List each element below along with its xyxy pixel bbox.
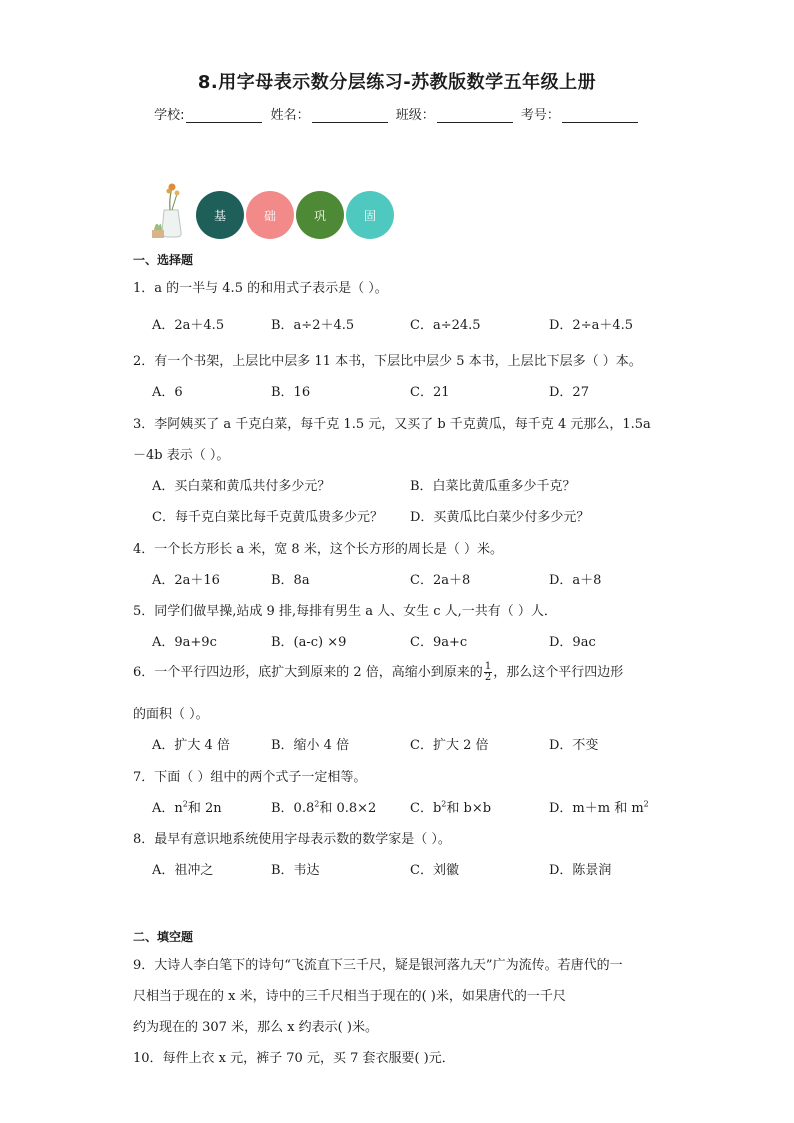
school-label: 学校: bbox=[154, 108, 185, 123]
name-label: 姓名： bbox=[270, 108, 310, 123]
q7-a-base: A．n bbox=[152, 801, 183, 816]
q7-a-sup: 2 bbox=[182, 799, 188, 809]
badge-gong bbox=[296, 191, 344, 239]
question-5: 5．同学们做早操,站成 9 排,每排有男生 a 人、女生 c 人,一共有（ ）人． bbox=[133, 604, 557, 619]
q7-option-c[interactable] bbox=[410, 797, 491, 816]
q4-option-d[interactable]: D．a＋8 bbox=[549, 573, 602, 588]
question-9-line2: 尺相当于现在的 x 米，诗中的三千尺相当于现在的( )米，如果唐代的一千尺 bbox=[133, 989, 566, 1004]
student-info-line bbox=[0, 104, 794, 123]
q2-option-b[interactable]: B．16 bbox=[271, 385, 311, 400]
section-fill-heading: 二、填空题 bbox=[133, 930, 194, 944]
q6-option-d[interactable]: D．不变 bbox=[549, 738, 599, 753]
q6-text-a: 6．一个平行四边形，底扩大到原来的 2 倍，高缩小到原来的 bbox=[133, 665, 483, 680]
badge-label: 基 bbox=[213, 208, 226, 223]
section-choice-heading: 一、选择题 bbox=[133, 253, 194, 267]
q6-option-c[interactable]: C．扩大 2 倍 bbox=[410, 738, 489, 753]
q2-option-c[interactable]: C．21 bbox=[410, 385, 450, 400]
q7-option-b[interactable] bbox=[271, 797, 376, 816]
q2-option-a[interactable]: A．6 bbox=[152, 385, 183, 400]
fraction-numerator: 1 bbox=[484, 661, 492, 672]
q3-option-b[interactable]: B．白菜比黄瓜重多少千克？ bbox=[410, 479, 576, 494]
q7-c-sup: 2 bbox=[441, 799, 447, 809]
question-10: 10．每件上衣 x 元，裤子 70 元，买 7 套衣服要( )元． bbox=[133, 1051, 455, 1066]
badge-group bbox=[196, 191, 394, 239]
q7-option-d[interactable] bbox=[549, 797, 649, 816]
question-6-line2: 的面积（ ）。 bbox=[133, 707, 209, 722]
q5-option-b[interactable]: B．(a-c) ×9 bbox=[271, 635, 347, 650]
q7-d-sup: 2 bbox=[643, 799, 649, 809]
q7-b-sup: 2 bbox=[314, 799, 320, 809]
q4-option-c[interactable]: C．2a＋8 bbox=[410, 573, 471, 588]
q3-option-c[interactable]: C．每千克白菜比每千克黄瓜贵多少元？ bbox=[152, 510, 383, 525]
q6-option-b[interactable]: B．缩小 4 倍 bbox=[271, 738, 350, 753]
badge-gu bbox=[346, 191, 394, 239]
question-4: 4．一个长方形长 a 米，宽 8 米，这个长方形的周长是（ ）米。 bbox=[133, 542, 503, 557]
badge-label: 巩 bbox=[313, 208, 326, 223]
q3-option-a[interactable]: A．买白菜和黄瓜共付多少元？ bbox=[152, 479, 331, 494]
q7-option-a[interactable] bbox=[152, 797, 222, 816]
number-blank[interactable] bbox=[562, 110, 638, 123]
badge-ji bbox=[196, 191, 244, 239]
page-title: 8.用字母表示数分层练习-苏教版数学五年级上册 bbox=[197, 72, 597, 93]
q8-option-d[interactable]: D．陈景润 bbox=[549, 863, 612, 878]
question-2: 2．有一个书架，上层比中层多 11 本书，下层比中层少 5 本书，上层比下层多（ ）本。 bbox=[133, 354, 642, 369]
q8-option-b[interactable]: B．韦达 bbox=[271, 863, 320, 878]
question-9-line3: 约为现在的 307 米，那么 x 约表示( )米。 bbox=[133, 1020, 378, 1035]
q6-option-a[interactable]: A．扩大 4 倍 bbox=[152, 738, 230, 753]
q6-text-b: ，那么这个平行四边形 bbox=[493, 665, 624, 680]
question-8: 8．最早有意识地系统使用字母表示数的数学家是（ ）。 bbox=[133, 832, 451, 847]
fraction-one-half bbox=[484, 662, 492, 683]
badge-label: 固 bbox=[363, 208, 376, 223]
q1-option-c[interactable]: C．a÷24.5 bbox=[410, 318, 481, 333]
name-blank[interactable] bbox=[312, 110, 388, 123]
badge-label: 础 bbox=[263, 208, 276, 223]
q2-option-d[interactable]: D．27 bbox=[549, 385, 589, 400]
q5-option-c[interactable]: C．9a+c bbox=[410, 635, 468, 650]
q1-option-a[interactable]: A．2a＋4.5 bbox=[152, 318, 225, 333]
q4-option-a[interactable]: A．2a＋16 bbox=[152, 573, 220, 588]
q4-option-b[interactable]: B．8a bbox=[271, 573, 310, 588]
question-3-line1: 3．李阿姨买了 a 千克白菜，每千克 1.5 元，又买了 b 千克黄瓜，每千克 4 元那么，1.5a bbox=[133, 417, 651, 432]
q7-a-rest: 和 2n bbox=[187, 801, 222, 816]
q8-option-c[interactable]: C．刘徽 bbox=[410, 863, 459, 878]
q8-option-a[interactable]: A．祖冲之 bbox=[152, 863, 214, 878]
flower-vase-icon bbox=[150, 180, 190, 240]
question-3-line2: －4b 表示（ ）。 bbox=[133, 448, 230, 463]
q3-option-d[interactable]: D．买黄瓜比白菜少付多少元？ bbox=[410, 510, 590, 525]
question-7: 7．下面（ ）组中的两个式子一定相等。 bbox=[133, 770, 367, 785]
badge-chu bbox=[246, 191, 294, 239]
q1-option-d[interactable]: D．2÷a＋4.5 bbox=[549, 318, 634, 333]
class-blank[interactable] bbox=[437, 110, 513, 123]
q1-option-b[interactable]: B．a÷2＋4.5 bbox=[271, 318, 355, 333]
q7-c-rest: 和 b×b bbox=[446, 801, 492, 816]
class-label: 班级： bbox=[395, 108, 435, 123]
question-6-line1 bbox=[133, 661, 623, 683]
q5-option-a[interactable]: A．9a+9c bbox=[152, 635, 217, 650]
school-blank[interactable] bbox=[186, 110, 262, 123]
q7-d-base: D．m＋m 和 m bbox=[549, 801, 644, 816]
q5-option-d[interactable]: D．9ac bbox=[549, 635, 596, 650]
q7-c-base: C．b bbox=[410, 801, 442, 816]
number-label: 考号： bbox=[520, 108, 560, 123]
q7-b-base: B．0.8 bbox=[271, 801, 315, 816]
question-1: 1．a 的一半与 4.5 的和用式子表示是（ ）。 bbox=[133, 281, 388, 296]
question-9-line1: 9．大诗人李白笔下的诗句“飞流直下三千尺，疑是银河落九天”广为流传。若唐代的一 bbox=[133, 958, 623, 973]
q7-b-rest: 和 0.8×2 bbox=[319, 801, 377, 816]
fraction-denominator: 2 bbox=[484, 672, 492, 683]
